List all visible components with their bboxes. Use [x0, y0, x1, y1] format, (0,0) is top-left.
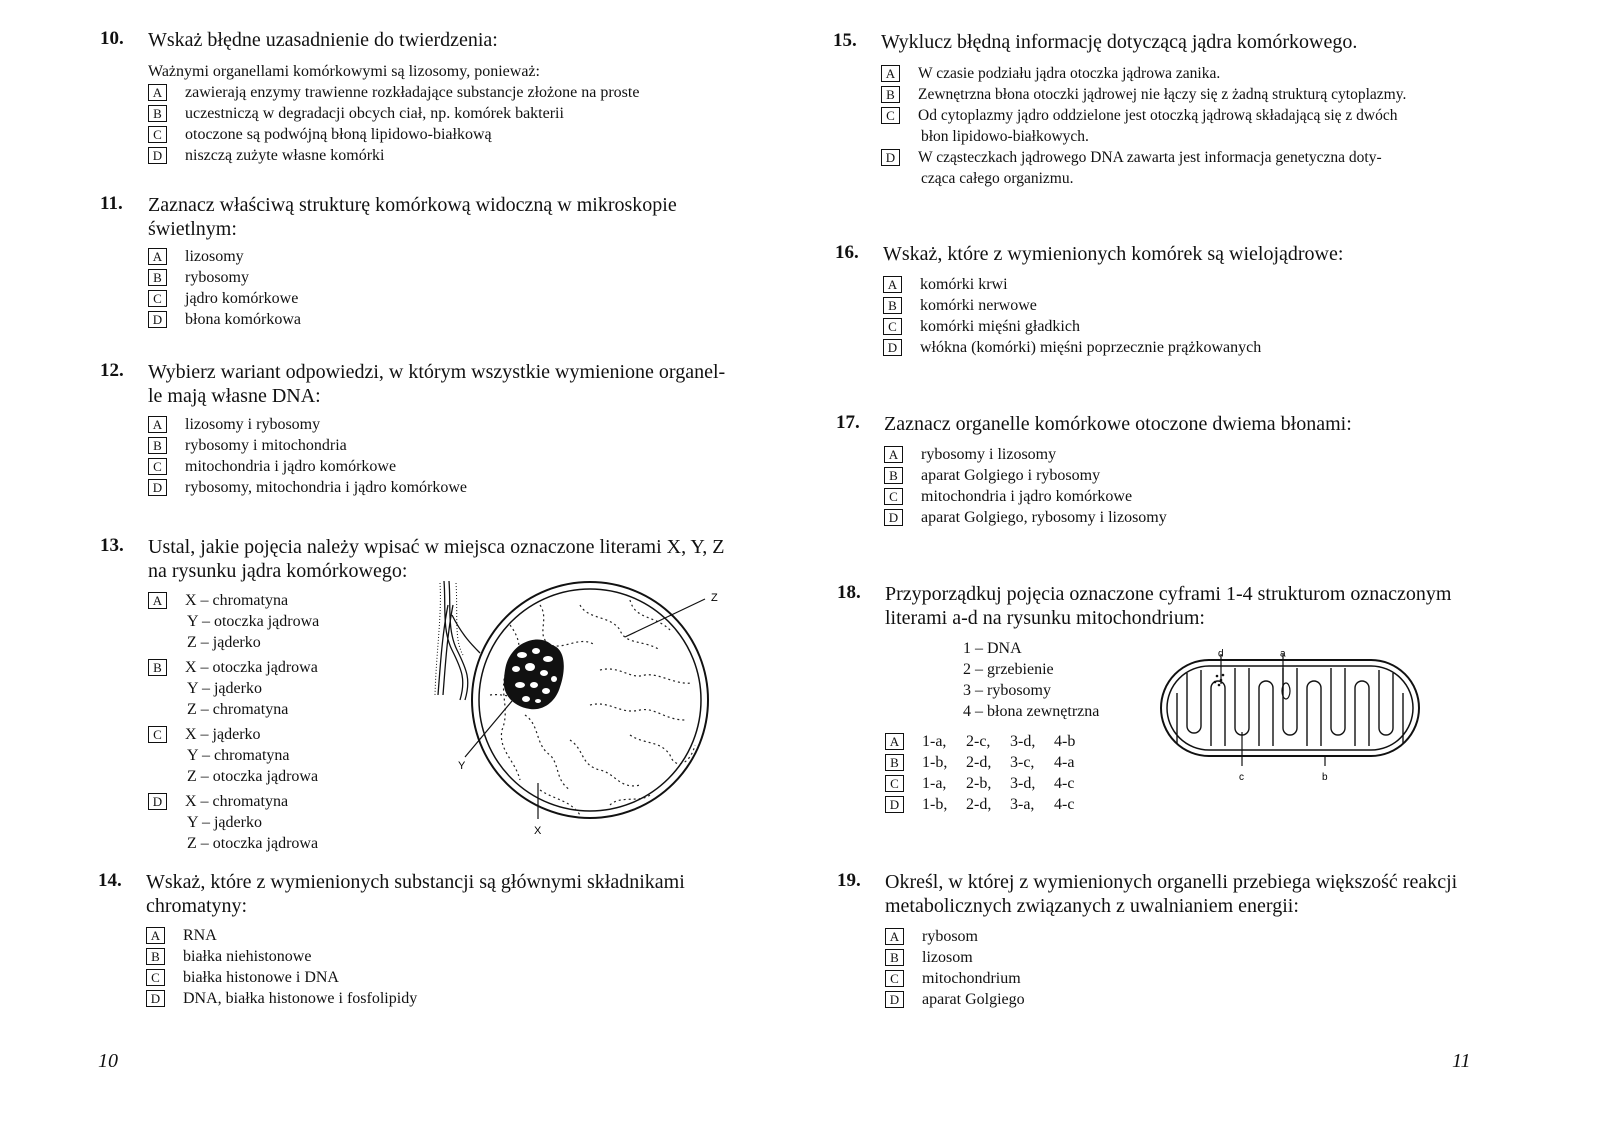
option-b[interactable] [146, 946, 311, 967]
question-number: 17. [836, 412, 860, 433]
question-text: Wybierz wariant odpowiedzi, w którym wszystkie wymienione organel- [148, 361, 726, 383]
option-letter-box[interactable]: C [148, 458, 167, 475]
option-letter-box[interactable]: A [148, 592, 167, 609]
question-number: 10. [100, 28, 124, 49]
term-4: 4 – błona zewnętrzna [963, 703, 1100, 720]
option-letter-box[interactable]: C [146, 969, 165, 986]
option-d-y: Y – jąderko [187, 814, 262, 831]
question-number: 13. [100, 535, 124, 556]
option-letter-box[interactable]: C [883, 318, 902, 335]
option-text: rybosomy [185, 269, 249, 286]
cristae [1177, 668, 1403, 746]
pair-2: 2-c, [966, 733, 991, 750]
question-14 [98, 870, 738, 1020]
option-c[interactable] [148, 456, 396, 477]
option-text: niszczą zużyte własne komórki [185, 147, 385, 164]
option-letter-box[interactable]: C [885, 970, 904, 987]
outer-membrane [1161, 660, 1419, 756]
option-c[interactable] [881, 105, 1397, 126]
inner-membrane [1167, 666, 1413, 750]
option-text: W cząsteczkach jądrowego DNA zawarta jest informacja genetyczna doty- [918, 149, 1382, 166]
option-x: X – otoczka jądrowa [185, 659, 318, 676]
pair-3: 3-a, [1010, 796, 1035, 813]
option-a-z: Z – jąderko [187, 634, 261, 651]
option-d[interactable] [881, 147, 1382, 168]
option-letter-box[interactable]: D [883, 339, 902, 356]
option-letter-box[interactable]: B [884, 467, 903, 484]
option-a[interactable] [884, 444, 1056, 465]
option-text: mitochondria i jądro komórkowe [921, 488, 1133, 505]
option-text: aparat Golgiego [922, 991, 1025, 1008]
option-letter-box[interactable]: D [148, 147, 167, 164]
question-number: 15. [833, 30, 857, 51]
question-text-cont: literami a-d na rysunku mitochondrium: [885, 607, 1205, 629]
term-1: 1 – DNA [963, 640, 1022, 657]
pair-4: 4-c [1054, 796, 1075, 813]
pair-4: 4-b [1054, 733, 1076, 750]
question-number: 12. [100, 360, 124, 381]
option-d[interactable] [148, 477, 467, 498]
option-d[interactable] [148, 791, 288, 812]
question-15 [833, 30, 1483, 200]
pair-1: 1-a, [922, 733, 947, 750]
option-letter-box[interactable]: D [885, 796, 904, 813]
option-letter-box[interactable]: A [148, 84, 167, 101]
option-d[interactable] [884, 507, 1167, 528]
option-letter-box[interactable]: B [148, 269, 167, 286]
pair-3: 3-d, [1010, 775, 1036, 792]
option-letter-box[interactable]: B [883, 297, 902, 314]
question-16 [835, 242, 1485, 372]
pair-1: 1-a, [922, 775, 947, 792]
option-letter-box[interactable]: B [885, 754, 904, 771]
option-b[interactable] [883, 295, 1037, 316]
option-letter-box[interactable]: B [148, 437, 167, 454]
option-text: DNA, białka histonowe i fosfolipidy [183, 990, 418, 1007]
option-text: Zewnętrzna błona otoczki jądrowej nie łączy się z żadną strukturą cytoplazmy. [918, 86, 1407, 103]
pair-2: 2-b, [966, 775, 992, 792]
figure-label-x: X [534, 825, 542, 837]
pair-4: 4-a [1054, 754, 1075, 771]
option-text: mitochondrium [922, 970, 1021, 987]
question-number: 14. [98, 870, 122, 891]
question-text: Określ, w której z wymienionych organelli przebiega większość reakcji [885, 871, 1458, 893]
option-letter-box[interactable]: A [884, 446, 903, 463]
option-text: rybosomy i lizosomy [921, 446, 1057, 463]
question-lead: Ważnymi organellami komórkowymi są lizosomy, ponieważ: [148, 63, 540, 80]
option-x: X – chromatyna [185, 793, 289, 810]
nucleolus [504, 639, 564, 709]
option-c[interactable] [148, 724, 261, 745]
pair-4: 4-c [1054, 775, 1075, 792]
question-text: Zaznacz organelle komórkowe otoczone dwiema błonami: [884, 413, 1352, 435]
option-a[interactable] [883, 274, 1008, 295]
option-d[interactable] [885, 989, 1025, 1010]
option-b[interactable] [148, 435, 347, 456]
pair-3: 3-d, [1010, 733, 1036, 750]
option-letter-box[interactable]: B [148, 659, 167, 676]
ribosomes [1214, 674, 1225, 687]
option-a[interactable] [148, 82, 639, 103]
figure-label-a: a [1280, 648, 1286, 660]
option-a[interactable] [148, 246, 244, 267]
question-text: Wyklucz błędną informację dotyczącą jądra komórkowego. [881, 31, 1358, 53]
figure-label-y: Y [458, 760, 466, 772]
option-letter-box[interactable]: B [885, 949, 904, 966]
option-b[interactable] [884, 465, 1100, 486]
option-d-text-cont: cząca całego organizmu. [921, 170, 1074, 187]
figure-label-c: c [1239, 772, 1244, 783]
option-text: rybosom [922, 928, 978, 945]
option-letter-box[interactable]: A [883, 276, 902, 293]
option-d[interactable] [146, 988, 417, 1009]
pair-2: 2-d, [966, 796, 992, 813]
option-a[interactable] [881, 63, 1220, 84]
question-17 [836, 412, 1486, 542]
pair-1: 1-b, [922, 754, 948, 771]
option-text: W czasie podziału jądra otoczka jądrowa zanika. [918, 65, 1221, 82]
option-a[interactable] [885, 926, 978, 947]
option-text: aparat Golgiego, rybosomy i lizosomy [921, 509, 1167, 526]
option-letter-box[interactable]: D [146, 990, 165, 1007]
option-b[interactable] [881, 84, 1406, 105]
question-text-cont: świetlnym: [148, 218, 237, 240]
option-text: lizosomy [185, 248, 244, 265]
option-letter-box[interactable]: A [148, 248, 167, 265]
question-number: 19. [837, 870, 861, 891]
figure-label-d: d [1218, 648, 1224, 660]
option-d[interactable] [883, 337, 1261, 358]
option-text: lizosom [922, 949, 973, 966]
option-text: białka histonowe i DNA [183, 969, 339, 986]
option-text: rybosomy i mitochondria [185, 437, 347, 454]
option-letter-box[interactable]: A [148, 416, 167, 433]
option-letter-box[interactable]: A [881, 65, 900, 82]
option-text: włókna (komórki) mięśni poprzecznie prążkowanych [920, 339, 1262, 356]
option-c-z: Z – otoczka jądrowa [187, 768, 319, 785]
option-letter-box[interactable]: A [885, 733, 904, 750]
question-10 [100, 28, 740, 178]
option-text: RNA [183, 927, 217, 944]
figure-label-b: b [1322, 772, 1328, 783]
option-letter-box[interactable]: D [148, 793, 167, 810]
option-b[interactable] [148, 267, 249, 288]
question-number: 16. [835, 242, 859, 263]
option-b[interactable] [885, 947, 973, 968]
leader-line-z [625, 599, 705, 637]
option-a[interactable] [148, 590, 288, 611]
option-text: komórki mięśni gładkich [920, 318, 1080, 335]
option-text: mitochondria i jądro komórkowe [185, 458, 397, 475]
option-text: zawierają enzymy trawienne rozkładające substancje złożone na proste [185, 84, 640, 101]
question-12 [100, 360, 740, 505]
option-c[interactable] [884, 486, 1132, 507]
option-a[interactable] [146, 925, 217, 946]
nuclear-envelope-outer [472, 582, 708, 818]
option-d[interactable] [148, 145, 384, 166]
page-number-left: 10 [98, 1050, 118, 1072]
option-letter-box[interactable]: C [148, 290, 167, 307]
option-text: otoczone są podwójną błoną lipidowo-białkową [185, 126, 492, 143]
option-letter-box[interactable]: C [148, 126, 167, 143]
option-text: uczestniczą w degradacji obcych ciał, np. komórek bakterii [185, 105, 564, 122]
question-text-cont: na rysunku jądra komórkowego: [148, 560, 408, 582]
option-letter-box[interactable]: B [148, 105, 167, 122]
option-b[interactable] [148, 657, 318, 678]
option-d[interactable] [148, 309, 301, 330]
question-text: Przyporządkuj pojęcia oznaczone cyframi 1-4 strukturom oznaczonym [885, 583, 1452, 605]
term-3: 3 – rybosomy [963, 682, 1051, 699]
option-d-z: Z – otoczka jądrowa [187, 835, 319, 852]
option-letter-box[interactable]: C [881, 107, 900, 124]
pair-2: 2-d, [966, 754, 992, 771]
option-text: błona komórkowa [185, 311, 301, 328]
option-letter-box[interactable]: D [884, 509, 903, 526]
pair-1: 1-b, [922, 796, 948, 813]
option-a[interactable] [148, 414, 320, 435]
question-text-cont: chromatyny: [146, 895, 248, 917]
question-text: Wskaż, które z wymienionych komórek są wielojądrowe: [883, 243, 1344, 265]
option-letter-box[interactable]: D [881, 149, 900, 166]
option-d[interactable] [885, 794, 1074, 815]
option-c[interactable] [146, 967, 339, 988]
option-c[interactable] [883, 316, 1080, 337]
option-letter-box[interactable]: B [881, 86, 900, 103]
option-letter-box[interactable]: C [885, 775, 904, 792]
option-letter-box[interactable]: C [148, 726, 167, 743]
option-x: X – chromatyna [185, 592, 289, 609]
question-text: Ustal, jakie pojęcia należy wpisać w miejsca oznaczone literami X, Y, Z [148, 536, 725, 558]
option-b-y: Y – jąderko [187, 680, 262, 697]
option-letter-box[interactable]: D [148, 479, 167, 496]
option-letter-box[interactable]: A [146, 927, 165, 944]
option-a[interactable] [885, 731, 1075, 752]
nucleus-diagram [430, 575, 740, 850]
option-text: aparat Golgiego i rybosomy [921, 467, 1101, 484]
option-letter-box[interactable]: D [148, 311, 167, 328]
option-letter-box[interactable]: D [885, 991, 904, 1008]
option-c[interactable] [148, 288, 298, 309]
option-b-z: Z – chromatyna [187, 701, 289, 718]
question-11 [100, 193, 740, 338]
option-c-text-cont: błon lipidowo-białkowych. [921, 128, 1089, 145]
term-2: 2 – grzebienie [963, 661, 1054, 678]
option-c[interactable] [148, 124, 492, 145]
question-text: Zaznacz właściwą strukturę komórkową widoczną w mikroskopie [148, 194, 677, 216]
option-b[interactable] [885, 752, 1074, 773]
question-text-cont: le mają własne DNA: [148, 385, 321, 407]
option-c-y: Y – chromatyna [187, 747, 290, 764]
mitochondrion-diagram [1155, 648, 1425, 798]
option-text: lizosomy i rybosomy [185, 416, 321, 433]
option-text: komórki krwi [920, 276, 1008, 293]
option-c[interactable] [885, 773, 1074, 794]
option-a-y: Y – otoczka jądrowa [187, 613, 320, 630]
question-text: Wskaż, które z wymienionych substancji są głównymi składnikami [146, 871, 685, 893]
option-text: rybosomy, mitochondria i jądro komórkowe [185, 479, 468, 496]
option-letter-box[interactable]: A [885, 928, 904, 945]
pair-3: 3-c, [1010, 754, 1035, 771]
option-text: Od cytoplazmy jądro oddzielone jest otoczką jądrową składającą się z dwóch [918, 107, 1398, 124]
option-b[interactable] [148, 103, 564, 124]
option-x: X – jąderko [185, 726, 261, 743]
question-number: 11. [100, 193, 123, 214]
option-letter-box[interactable]: B [146, 948, 165, 965]
figure-label-z: Z [711, 592, 718, 604]
question-19 [837, 870, 1497, 1020]
option-text: białka niehistonowe [183, 948, 312, 965]
question-text: Wskaż błędne uzasadnienie do twierdzenia: [148, 29, 498, 51]
question-number: 18. [837, 582, 861, 603]
option-letter-box[interactable]: C [884, 488, 903, 505]
option-text: jądro komórkowe [185, 290, 299, 307]
question-text-cont: metabolicznych związanych z uwalnianiem energii: [885, 895, 1299, 917]
option-c[interactable] [885, 968, 1021, 989]
option-text: komórki nerwowe [920, 297, 1037, 314]
page-number-right: 11 [1452, 1050, 1471, 1072]
